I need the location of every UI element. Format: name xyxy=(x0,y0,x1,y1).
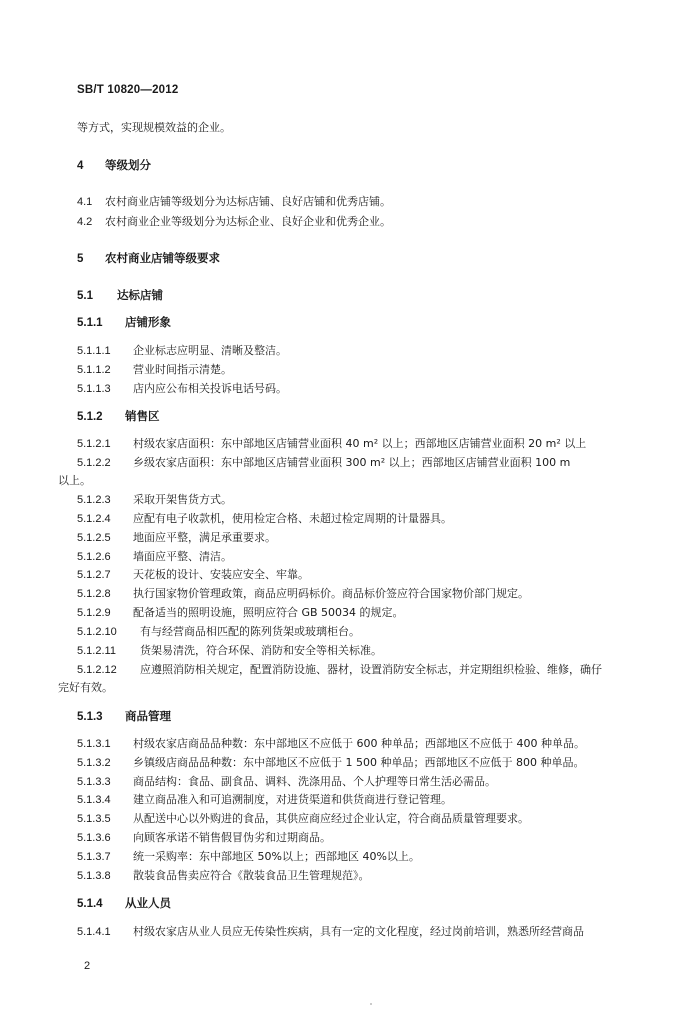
clause-5-1-1-2: 5.1.1.2 营业时间指示清楚。 xyxy=(77,363,232,376)
section-heading-5-1-3: 5.1.3 商品管理 xyxy=(77,709,171,723)
clause-5-1-3-8: 5.1.3.8 散装食品售卖应符合《散装食品卫生管理规范》。 xyxy=(77,869,370,882)
clause-5-1-2-3: 5.1.2.3 采取开架售货方式。 xyxy=(77,493,232,506)
clause-5-1-3-1: 5.1.3.1 村级农家店商品品种数：东中部地区不应低于 600 种单品；西部地区不应低于 400 种单品。 xyxy=(77,737,585,750)
clause-5-1-2-2-continuation: 以上。 xyxy=(58,474,91,487)
section-heading-5: 5 农村商业店铺等级要求 xyxy=(77,251,220,265)
clause-5-1-4-1: 5.1.4.1 村级农家店从业人员应无传染性疾病，具有一定的文化程度，经过岗前培训，熟悉所经营商品 xyxy=(77,925,584,938)
clause-5-1-2-5: 5.1.2.5 地面应平整，满足承重要求。 xyxy=(77,531,276,544)
clause-5-1-2-9: 5.1.2.9 配备适当的照明设施，照明应符合 GB 50034 的规定。 xyxy=(77,606,404,619)
clause-5-1-2-12-continuation: 完好有效。 xyxy=(58,681,113,694)
clause-4-2: 4.2 农村商业企业等级划分为达标企业、良好企业和优秀企业。 xyxy=(77,215,391,228)
clause-5-1-3-4: 5.1.3.4 建立商品准入和可追溯制度，对进货渠道和供货商进行登记管理。 xyxy=(77,793,452,806)
scan-speck xyxy=(370,1003,372,1005)
clause-5-1-3-2: 5.1.3.2 乡镇级店商品品种数：东中部地区不应低于 1 500 种单品；西部地区不应低于 800 种单品。 xyxy=(77,756,585,769)
clause-5-1-2-10: 5.1.2.10 有与经营商品相匹配的陈列货架或玻璃柜台。 xyxy=(77,625,360,638)
clause-5-1-1-3: 5.1.1.3 店内应公布相关投诉电话号码。 xyxy=(77,382,287,395)
clause-5-1-2-12: 5.1.2.12 应遵照消防相关规定，配置消防设施、器材，设置消防安全标志，并定期组织检验、维修，确仔 xyxy=(77,663,602,676)
clause-5-1-3-6: 5.1.3.6 向顾客承诺不销售假冒伪劣和过期商品。 xyxy=(77,831,331,844)
clause-5-1-3-5: 5.1.3.5 从配送中心以外购进的食品，其供应商应经过企业认定，符合商品质量管理要求。 xyxy=(77,812,529,825)
clause-5-1-2-2: 5.1.2.2 乡级农家店面积：东中部地区店铺营业面积 300 m² 以上；西部地区店铺营业面积 100 m xyxy=(77,456,571,469)
page-number: 2 xyxy=(84,960,91,972)
clause-5-1-1-1: 5.1.1.1 企业标志应明显、清晰及整洁。 xyxy=(77,344,287,357)
paragraph-continuation: 等方式，实现规模效益的企业。 xyxy=(77,121,231,134)
clause-5-1-3-7: 5.1.3.7 统一采购率：东中部地区 50%以上；西部地区 40%以上。 xyxy=(77,850,420,863)
clause-5-1-2-1: 5.1.2.1 村级农家店面积：东中部地区店铺营业面积 40 m² 以上；西部地区店铺营业面积 20 m² 以上 xyxy=(77,437,587,450)
section-heading-5-1: 5.1 达标店铺 xyxy=(77,288,163,302)
clause-5-1-2-8: 5.1.2.8 执行国家物价管理政策，商品应明码标价。商品标价签应符合国家物价部门规定。 xyxy=(77,587,529,600)
section-heading-5-1-2: 5.1.2 销售区 xyxy=(77,409,160,423)
clause-4-1: 4.1 农村商业店铺等级划分为达标店铺、良好店铺和优秀店铺。 xyxy=(77,195,391,208)
section-heading-4: 4 等级划分 xyxy=(77,158,151,172)
section-heading-5-1-1: 5.1.1 店铺形象 xyxy=(77,315,171,329)
clause-5-1-3-3: 5.1.3.3 商品结构：食品、副食品、调料、洗涤用品、个人护理等日常生活必需品。 xyxy=(77,775,496,788)
clause-5-1-2-4: 5.1.2.4 应配有电子收款机，使用检定合格、未超过检定周期的计量器具。 xyxy=(77,512,452,525)
clause-5-1-2-6: 5.1.2.6 墙面应平整、清洁。 xyxy=(77,550,232,563)
section-heading-5-1-4: 5.1.4 从业人员 xyxy=(77,896,171,910)
standard-code-header: SB/T 10820—2012 xyxy=(77,84,179,96)
clause-5-1-2-7: 5.1.2.7 天花板的设计、安装应安全、牢靠。 xyxy=(77,568,309,581)
clause-5-1-2-11: 5.1.2.11 货架易清洗，符合环保、消防和安全等相关标准。 xyxy=(77,644,382,657)
